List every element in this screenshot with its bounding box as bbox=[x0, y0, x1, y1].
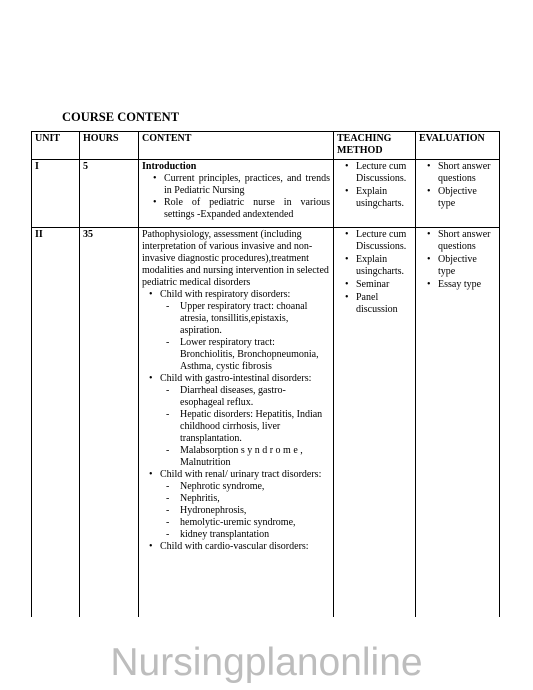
list-item: • Lecture cum Discussions. bbox=[356, 229, 412, 253]
evaluation-cell bbox=[416, 160, 500, 228]
teaching-method-cell bbox=[334, 228, 416, 618]
list-item: • Objective type bbox=[438, 186, 496, 210]
list-item bbox=[160, 373, 330, 469]
list-item: • Current principles, practices, and trends in Pediatric Nursing bbox=[164, 173, 330, 197]
course-content-table bbox=[31, 131, 500, 617]
group-title: Child with cardio-vascular disorders: bbox=[160, 541, 309, 552]
table-header-row bbox=[32, 132, 500, 160]
list-item: • Short answer questions bbox=[438, 229, 496, 253]
list-item: • Short answer questions bbox=[438, 161, 496, 185]
page-heading: COURSE CONTENT bbox=[62, 110, 180, 124]
sub-list-item: - Malabsorption s y n d r o m e , Malnutrition bbox=[180, 445, 330, 469]
group-title: Child with respiratory disorders: bbox=[160, 289, 291, 300]
hours-cell: 5 bbox=[80, 160, 139, 228]
list-item: • Seminar bbox=[356, 279, 412, 291]
col-header-evaluation: EVALUATION bbox=[416, 132, 500, 160]
content-cell bbox=[139, 160, 334, 228]
table-row bbox=[32, 160, 500, 228]
teaching-list bbox=[337, 161, 412, 210]
unit-cell: II bbox=[32, 228, 80, 618]
evaluation-list bbox=[419, 161, 496, 210]
sub-list-item: - Nephritis, bbox=[180, 493, 330, 505]
sub-list-item: - Hydronephrosis, bbox=[180, 505, 330, 517]
watermark-text: Nursingplanonline bbox=[110, 641, 423, 684]
sub-list-item: - Lower respiratory tract: Bronchiolitis, Bronchopneumonia, Asthma, cystic fibrosis bbox=[180, 337, 330, 373]
teaching-list bbox=[337, 229, 412, 316]
table-row bbox=[32, 228, 500, 618]
list-item bbox=[160, 541, 330, 553]
sub-list-item: - Nephrotic syndrome, bbox=[180, 481, 330, 493]
evaluation-list bbox=[419, 229, 496, 291]
sub-list-item: - hemolytic-uremic syndrome, bbox=[180, 517, 330, 529]
col-header-content: CONTENT bbox=[139, 132, 334, 160]
group-title: Child with gastro-intestinal disorders: bbox=[160, 373, 312, 384]
list-item bbox=[160, 289, 330, 373]
content-intro: Pathophysiology, assessment (including interpretation of various invasive and non-invasive diagnostic procedures),treatment modalities and nursing intervention in selected pediatric medical disorders bbox=[142, 229, 329, 288]
list-item: • Lecture cum Discussions. bbox=[356, 161, 412, 185]
sub-list-item: - kidney transplantation bbox=[180, 529, 330, 541]
list-item: • Objective type bbox=[438, 254, 496, 278]
sub-list-item: - Diarrheal diseases, gastro-esophageal reflux. bbox=[180, 385, 330, 409]
list-item: • Explain usingcharts. bbox=[356, 254, 412, 278]
evaluation-cell bbox=[416, 228, 500, 618]
col-header-teaching-method: TEACHING METHOD bbox=[334, 132, 416, 160]
unit-cell: I bbox=[32, 160, 80, 228]
list-item: • Essay type bbox=[438, 279, 496, 291]
teaching-method-cell bbox=[334, 160, 416, 228]
content-cell bbox=[139, 228, 334, 618]
hours-cell: 35 bbox=[80, 228, 139, 618]
sub-list bbox=[160, 481, 330, 541]
content-groups bbox=[142, 289, 330, 553]
col-header-hours: HOURS bbox=[80, 132, 139, 160]
list-item: • Panel discussion bbox=[356, 292, 412, 316]
content-title: Introduction bbox=[142, 161, 197, 172]
content-list bbox=[142, 173, 330, 221]
list-item bbox=[160, 469, 330, 541]
sub-list bbox=[160, 301, 330, 373]
list-item: • Role of pediatric nurse in various settings -Expanded andextended bbox=[164, 197, 330, 221]
col-header-unit: UNIT bbox=[32, 132, 80, 160]
sub-list-item: - Hepatic disorders: Hepatitis, Indian childhood cirrhosis, liver transplantation. bbox=[180, 409, 330, 445]
group-title: Child with renal/ urinary tract disorders: bbox=[160, 469, 322, 480]
list-item: • Explain usingcharts. bbox=[356, 186, 412, 210]
sub-list-item: - Upper respiratory tract: choanal atresia, tonsillitis,epistaxis, aspiration. bbox=[180, 301, 330, 337]
sub-list bbox=[160, 385, 330, 469]
